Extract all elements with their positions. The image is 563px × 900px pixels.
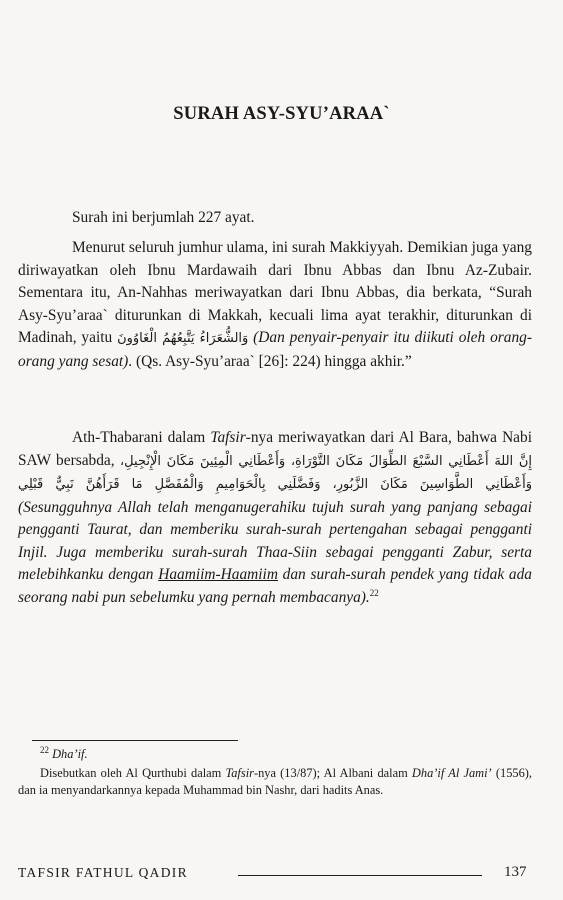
verse-translation: (Dan penyair-penyair itu diikuti oleh orang-orang yang sesat) [18, 329, 532, 370]
footnote-reference[interactable]: 22 [369, 587, 379, 598]
paragraph-text: Menurut seluruh jumhur ulama, ini surah Makkiyyah. Demikian juga yang diriwayatkan oleh Ibnu Mardawaih dari Ibnu Abbas dan Ibnu Az-Zubair. Sementara itu, An-Nahhas meriwayatkan dari Ibnu Abbas, dia berkata, “Surah Asy-Syu’araa` diturunkan di Makkah, kecuali lima ayat terakhir, diturunkan di Madinah, yaitu [18, 239, 532, 346]
intro-paragraph: Surah ini berjumlah 227 ayat. [72, 209, 255, 226]
page-number: 137 [504, 864, 527, 880]
hadith-intro-text: Ath-Thabarani dalam [72, 429, 211, 446]
footnote-number: 22 [40, 744, 49, 755]
hadith-translation-a: (Sesungguhnya Allah telah menganugerahiku tujuh surah yang panjang sebagai pengganti Taurat, dan memberiku surah-surah pertengahan sebagai pengganti Injil. Juga memberiku surah-surah Thaa-Siin sebagai pengganti Zabur, serta melebihkanku dengan [18, 498, 532, 583]
arabic-hadith: إِنَّ اللهَ أَعْطَانِي السَّبْعَ الطِّوَالَ مَكَانَ التَّوْرَاةِ، وَأَعْطَانِي الْمِئِينَ مَكَانَ الْإِنْجِيلِ، وَأَعْطَانِي الطَّوَاسِينَ مَكَانَ الزَّبُورِ، وَفَضَّلَنِي بِالْحَوَامِيمِ وَالْمُفَصَّلِ مَا قَرَأَهُنَّ نَبِيٌّ قَبْلِي [18, 453, 532, 492]
tafsir-word: Tafsir [210, 429, 246, 446]
footnote-text-3: (1556), dan ia menyandarkannya kepada Muhammad bin Nashr, dari hadits Anas. [18, 766, 533, 797]
footnote-divider [32, 740, 238, 741]
footnote-tafsir: Tafsir [225, 766, 254, 780]
footnote-text-2: -nya (13/87); Al Albani dalam [253, 766, 412, 780]
paragraph-makkiyyah [18, 237, 532, 373]
footnote-text [18, 765, 532, 799]
footnote-grade: Dha’if. [52, 747, 88, 761]
running-footer-title: TAFSIR FATHUL QADIR [18, 865, 188, 880]
hadith-translation [18, 499, 532, 606]
footnote-dhaif-jami: Dha’if Al Jami’ [411, 766, 492, 780]
footnote-label [40, 746, 554, 763]
hadith-intro-text-2: -nya meriwayatkan dari Al Bara, bahwa Nabi SAW bersabda, [18, 429, 532, 469]
arabic-verse: وَالشُّعَرَاءُ يَتَّبِعُهُمُ الْغَاوُونَ [117, 331, 249, 346]
paragraph-hadith [18, 427, 532, 609]
hadith-translation-b: dan surah-surah pendek yang tidak ada seorang nabi pun sebelumku yang pernah membacanya). [18, 566, 532, 606]
verse-reference: . (Qs. Asy-Syu’araa` [26]: 224) hingga akhir.” [128, 352, 412, 370]
footer-rule [238, 875, 482, 876]
footnote-text-1: Disebutkan oleh Al Qurthubi dalam [40, 766, 226, 780]
page-title: SURAH ASY-SYU’ARAA` [173, 104, 390, 124]
hadith-translation-underlined: Haamiim-Haamiim [158, 566, 278, 583]
